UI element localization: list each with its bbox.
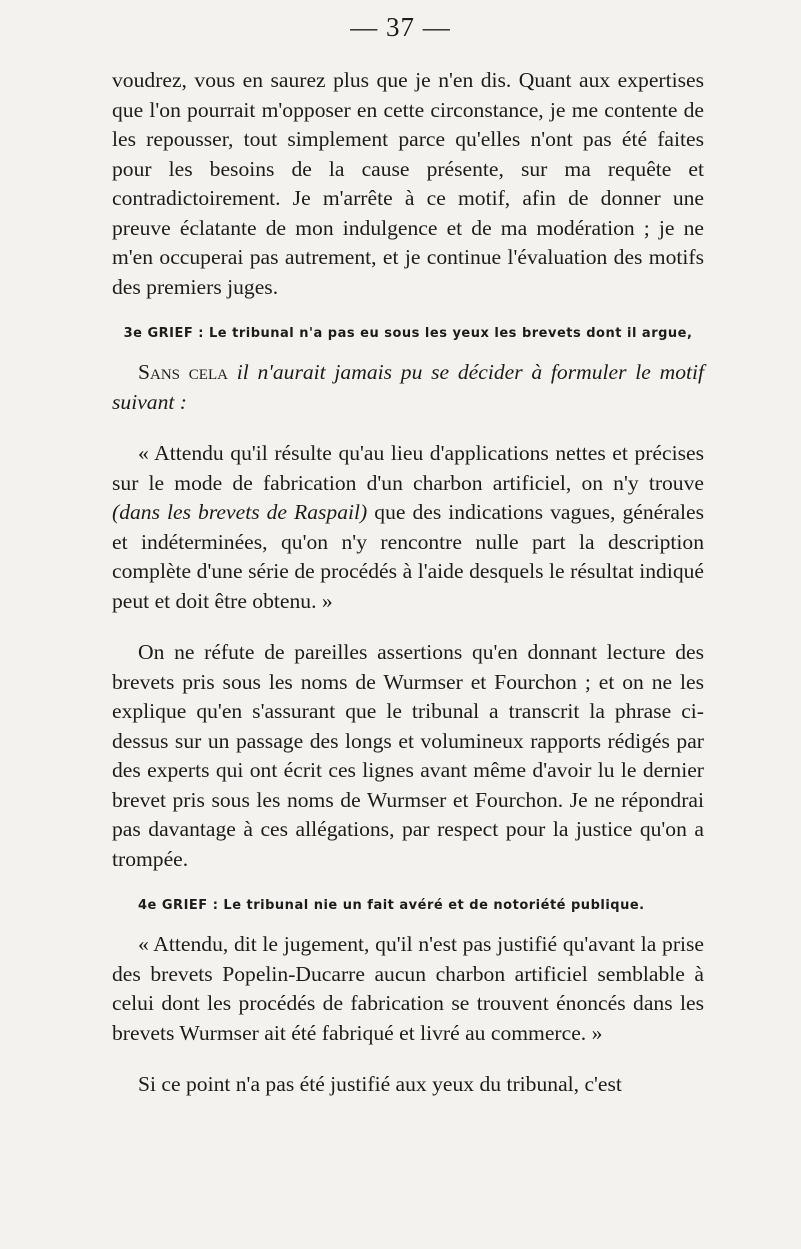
page-body (112, 66, 704, 1100)
grief-4-heading: 4e GRIEF : Le tribunal nie un fait avéré et de notoriété publique. (138, 898, 645, 913)
page-number: — 37 — (350, 12, 451, 42)
quote-attendu-2: « Attendu, dit le jugement, qu'il n'est pas justifié qu'avant la prise des brevets Popelin-Ducarre aucun charbon artificiel semblable à celui dont les procédés de fabrication se trouvent énoncés dans les brevets Wurmser ait été fabriqué et livré au commerce. » (112, 932, 704, 1045)
quote-italic: (dans les brevets de Raspail) (112, 500, 368, 524)
paragraph-final: Si ce point n'a pas été justifié aux yeux du tribunal, c'est (138, 1072, 622, 1096)
quote-text: « Attendu qu'il résulte qu'au lieu d'applications nettes et précises sur le mode de fabrication d'un charbon artificiel, on n'y trouve (112, 441, 704, 495)
paragraph-sans-cela (112, 358, 704, 417)
quote-attendu-1 (112, 439, 704, 616)
paragraph-continuation: voudrez, vous en saurez plus que je n'en dis. Quant aux expertises que l'on pourrait m'opposer en cette circonstance, je me contente de les repousser, tout simplement parce qu'elles n'ont pas été faites pour les besoins de la cause présente, sur ma requête et contradictoirement. Je m'arrête à ce motif, afin de donner une preuve éclatante de mon indulgence et de ma modération ; je ne m'en occuperai pas autrement, et je continue l'évaluation des motifs des premiers juges. (112, 68, 704, 299)
grief-3-heading: 3e GRIEF : Le tribunal n'a pas eu sous les yeux les brevets dont il argue, (123, 326, 693, 341)
paragraph-refutation: On ne réfute de pareilles assertions qu'en donnant lecture des brevets pris sous les noms de Wurmser et Fourchon ; et on ne les explique qu'en s'assurant que le tribunal a transcrit la phrase ci-dessus sur un passage des longs et volumineux rapports rédigés par des experts qui ont écrit ces lignes avant même d'avoir lu le dernier brevet pris sous les noms de Wurmser et Fourchon. Je ne répondrai pas davantage à ces allégations, par respect pour la justice qu'on a trompée. (112, 640, 704, 871)
small-caps-lead: Sans cela (138, 360, 228, 384)
quote-text-rest: que des indications vagues, générales et indéterminées, qu'on n'y rencontre nulle part la description complète d'une série de procédés à l'aide desquels le résultat indiqué peut et doit être obtenu. » (112, 500, 705, 613)
italic-text: il n'aurait jamais pu se décider à formuler le motif suivant : (112, 360, 704, 414)
